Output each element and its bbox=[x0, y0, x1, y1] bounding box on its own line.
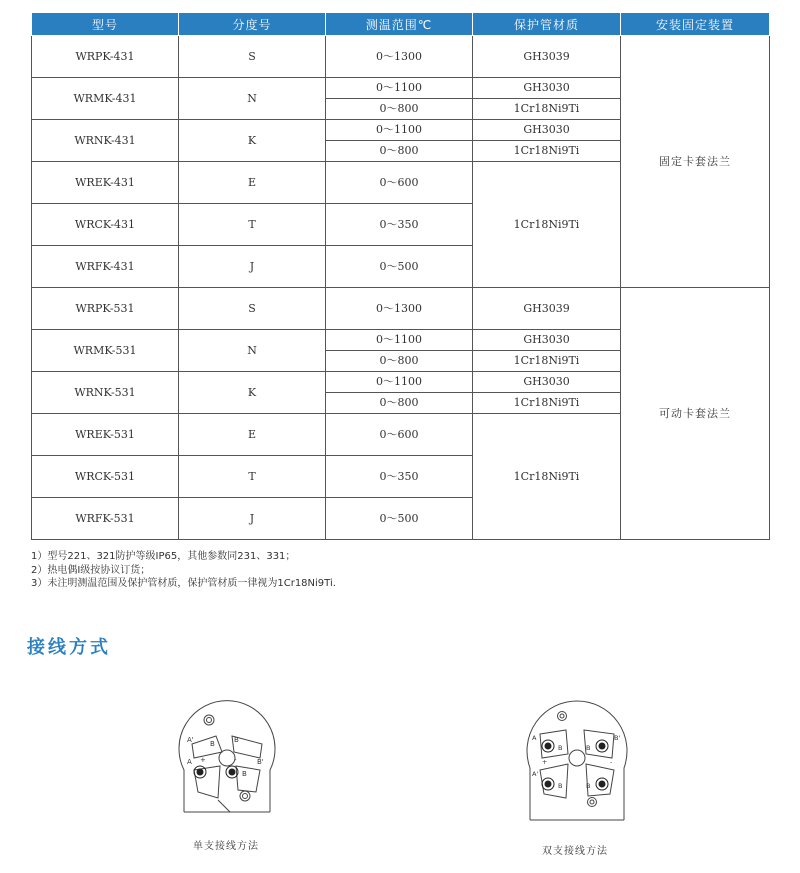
cell-model: WRFK-431 bbox=[32, 246, 179, 288]
double-label-a-top: A bbox=[532, 734, 537, 742]
cell-model: WREK-531 bbox=[32, 414, 179, 456]
cell-material: GH3039 bbox=[473, 36, 621, 78]
cell-range: 0～1100 bbox=[326, 78, 473, 99]
single-label-b-prime: B' bbox=[257, 758, 264, 766]
cell-grade: T bbox=[179, 456, 326, 498]
single-label-b-top: B bbox=[234, 736, 239, 744]
cell-material: GH3039 bbox=[473, 288, 621, 330]
cell-range: 0～600 bbox=[326, 162, 473, 204]
cell-model: WRCK-431 bbox=[32, 204, 179, 246]
cell-material-shared: 1Cr18Ni9Ti bbox=[473, 414, 621, 540]
single-caption: 单支接线方法 bbox=[193, 841, 259, 852]
single-label-a: A bbox=[187, 758, 192, 766]
cell-grade: J bbox=[179, 246, 326, 288]
cell-model: WRNK-431 bbox=[32, 120, 179, 162]
cell-material: GH3030 bbox=[473, 372, 621, 393]
cell-grade: S bbox=[179, 288, 326, 330]
cell-grade: N bbox=[179, 330, 326, 372]
cell-range: 0～800 bbox=[326, 141, 473, 162]
cell-range: 0～800 bbox=[326, 393, 473, 414]
cell-range: 0～800 bbox=[326, 351, 473, 372]
cell-model: WRPK-431 bbox=[32, 36, 179, 78]
cell-grade: K bbox=[179, 372, 326, 414]
table-header-row bbox=[32, 13, 770, 36]
single-label-minus: - bbox=[234, 756, 237, 764]
double-label-b-prime: B' bbox=[614, 734, 621, 742]
header-grade: 分度号 bbox=[179, 13, 326, 36]
double-label-plus: + bbox=[542, 758, 548, 766]
note-1: 1）型号221、321防护等级IP65，其他参数同231、331； bbox=[31, 551, 296, 562]
double-label-b-bottom-left: B bbox=[558, 782, 563, 790]
single-label-plus: + bbox=[200, 756, 206, 764]
spec-table bbox=[31, 12, 770, 540]
section-title: 接线方式 bbox=[27, 637, 111, 658]
note-3: 3）未注明测温范围及保护管材质，保护管材质一律视为1Cr18Ni9Ti. bbox=[31, 578, 336, 589]
cell-range: 0～1100 bbox=[326, 372, 473, 393]
cell-range: 0～500 bbox=[326, 246, 473, 288]
header-mount: 安装固定装置 bbox=[621, 13, 770, 36]
cell-grade: T bbox=[179, 204, 326, 246]
double-label-minus: - bbox=[610, 758, 613, 766]
double-label-a-prime: A' bbox=[532, 770, 539, 778]
cell-material: 1Cr18Ni9Ti bbox=[473, 141, 621, 162]
cell-material: GH3030 bbox=[473, 120, 621, 141]
double-label-b-top-left: B bbox=[558, 744, 563, 752]
cell-material: GH3030 bbox=[473, 78, 621, 99]
cell-range: 0～800 bbox=[326, 99, 473, 120]
double-label-b-top-right: B bbox=[586, 744, 591, 752]
cell-range: 0～1300 bbox=[326, 288, 473, 330]
double-label-b-bottom-right: B bbox=[586, 782, 591, 790]
double-caption: 双支接线方法 bbox=[542, 846, 608, 857]
cell-model: WREK-431 bbox=[32, 162, 179, 204]
single-label-b-left: B bbox=[210, 740, 215, 748]
cell-model: WRMK-531 bbox=[32, 330, 179, 372]
single-wiring-diagram bbox=[172, 700, 282, 818]
cell-material-shared: 1Cr18Ni9Ti bbox=[473, 162, 621, 288]
cell-range: 0～1100 bbox=[326, 330, 473, 351]
header-range: 测温范围℃ bbox=[326, 13, 473, 36]
cell-material: 1Cr18Ni9Ti bbox=[473, 393, 621, 414]
cell-range: 0～500 bbox=[326, 498, 473, 540]
cell-material: 1Cr18Ni9Ti bbox=[473, 351, 621, 372]
notes bbox=[31, 550, 336, 591]
cell-model: WRNK-531 bbox=[32, 372, 179, 414]
note-2: 2）热电偶I级按协议订货； bbox=[31, 564, 151, 576]
table-row bbox=[32, 288, 770, 330]
single-label-b-right: B bbox=[242, 770, 247, 778]
cell-grade: K bbox=[179, 120, 326, 162]
cell-material: GH3030 bbox=[473, 330, 621, 351]
table-body bbox=[32, 36, 770, 540]
cell-mount: 固定卡套法兰 bbox=[621, 36, 770, 288]
header-material: 保护管材质 bbox=[473, 13, 621, 36]
cell-material: 1Cr18Ni9Ti bbox=[473, 99, 621, 120]
cell-grade: S bbox=[179, 36, 326, 78]
cell-model: WRMK-431 bbox=[32, 78, 179, 120]
cell-grade: E bbox=[179, 162, 326, 204]
cell-model: WRPK-531 bbox=[32, 288, 179, 330]
single-label-a-prime: A' bbox=[187, 736, 194, 744]
cell-range: 0～1100 bbox=[326, 120, 473, 141]
cell-grade: E bbox=[179, 414, 326, 456]
cell-grade: J bbox=[179, 498, 326, 540]
cell-mount: 可动卡套法兰 bbox=[621, 288, 770, 540]
cell-model: WRCK-531 bbox=[32, 456, 179, 498]
cell-range: 0～600 bbox=[326, 414, 473, 456]
cell-model: WRFK-531 bbox=[32, 498, 179, 540]
double-wiring-diagram bbox=[522, 698, 632, 826]
cell-range: 0～350 bbox=[326, 456, 473, 498]
cell-range: 0～1300 bbox=[326, 36, 473, 78]
table-row bbox=[32, 36, 770, 78]
cell-range: 0～350 bbox=[326, 204, 473, 246]
header-model: 型号 bbox=[32, 13, 179, 36]
cell-grade: N bbox=[179, 78, 326, 120]
